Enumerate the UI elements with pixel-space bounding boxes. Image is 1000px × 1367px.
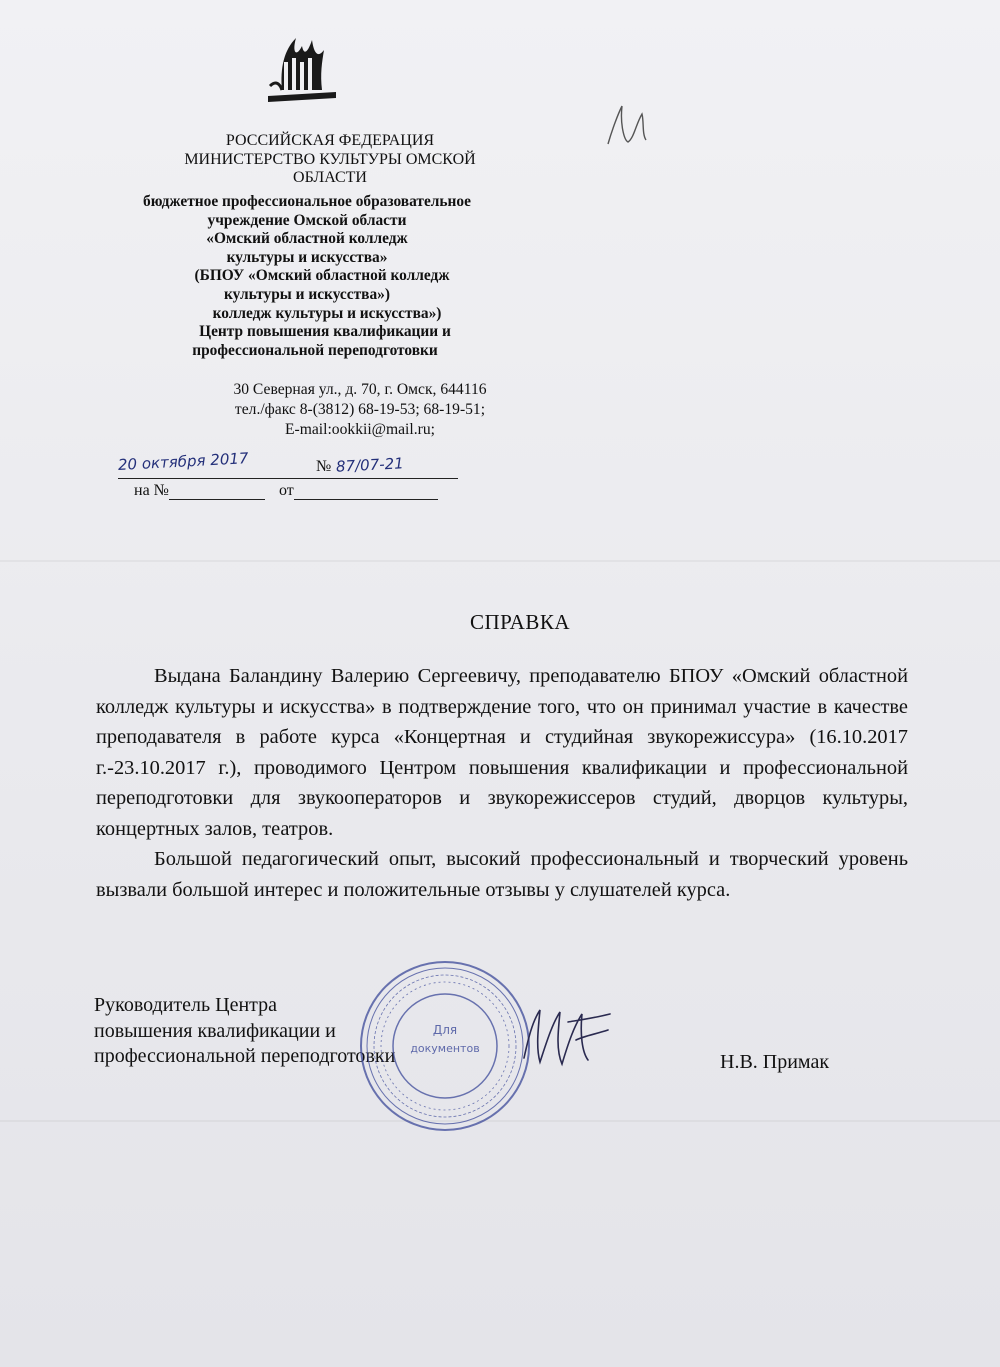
signatory-position	[94, 993, 395, 1070]
body-paragraph: Выдана Баландину Валерию Сергеевичу, преподавателю БПОУ «Омский областной колледж культуры и искусства» в подтверждение того, что он принимал участие в качестве преподавателя в работе курса «Концертная и студийная звукорежиссура» (16.10.2017 г.-23.10.2017 г.), проводимого Центром повышения квалификации и профессиональной переподготовки для звукооператоров и звукорежиссеров студий, дворцов культуры, концертных залов, театров.	[96, 665, 908, 840]
ot-blank	[294, 483, 438, 500]
body-paragraph: Большой педагогический опыт, высокий профессиональный и творческий уровень вызвали большой интерес и положительные отзывы у слушателей курса.	[96, 848, 908, 901]
stamp-text: документов	[410, 1042, 480, 1055]
org-name-line: (БПОУ «Омский областной колледж	[194, 267, 450, 285]
incoming-reference	[134, 482, 438, 500]
org-title	[100, 132, 560, 188]
stamp-text: Для	[432, 1023, 458, 1037]
signatory-name: Н.В. Примак	[720, 1051, 830, 1073]
org-name	[92, 193, 522, 360]
org-name-line: культуры и искусства»	[226, 248, 388, 266]
org-title-line: РОССИЙСКАЯ ФЕДЕРАЦИЯ	[225, 132, 435, 149]
phone-line: тел./факс 8-(3812) 68-19-53; 68-19-51;	[234, 401, 486, 418]
document-body	[96, 661, 908, 905]
org-title-line: ОБЛАСТИ	[293, 169, 367, 187]
na-blank	[169, 483, 265, 500]
na-label: на №	[134, 482, 169, 499]
position-line: профессиональной переподготовки	[94, 1045, 396, 1068]
org-name-line: колледж культуры и искусства»)	[212, 304, 442, 322]
outgoing-reference	[117, 449, 478, 480]
position-line: Руководитель Центра	[94, 994, 278, 1016]
handwritten-number: 87/07-21	[335, 454, 405, 476]
address-line: 30 Северная ул., д. 70, г. Омск, 644116	[233, 381, 487, 398]
position-line: повышения квалификации и	[94, 1019, 336, 1042]
org-name-line: культуры и искусства»)	[224, 285, 390, 303]
org-title-line: МИНИСТЕРСТВО КУЛЬТУРЫ ОМСКОЙ	[184, 150, 476, 168]
ot-label: от	[278, 482, 294, 499]
email-line: E-mail:ookkii@mail.ru;	[285, 421, 435, 438]
org-name-line: бюджетное профессиональное образовательное	[143, 193, 471, 210]
college-logo-icon	[262, 28, 342, 108]
org-name-line: Центр повышения квалификации и	[199, 323, 451, 341]
org-name-line: учреждение Омской области	[207, 211, 407, 229]
official-stamp-icon	[357, 958, 533, 1134]
reference-underline	[118, 478, 458, 479]
handwritten-signature-icon	[518, 1000, 618, 1080]
handwritten-date: 20 октября 2017	[117, 449, 249, 474]
org-address	[120, 380, 600, 440]
org-name-line: профессиональной переподготовки	[192, 341, 438, 359]
org-name-line: «Омский областной колледж	[206, 230, 408, 248]
handwritten-mark-icon	[602, 100, 654, 152]
number-label: №	[316, 458, 332, 475]
document-title: СПРАВКА	[469, 610, 570, 634]
fold-line	[0, 560, 1000, 562]
